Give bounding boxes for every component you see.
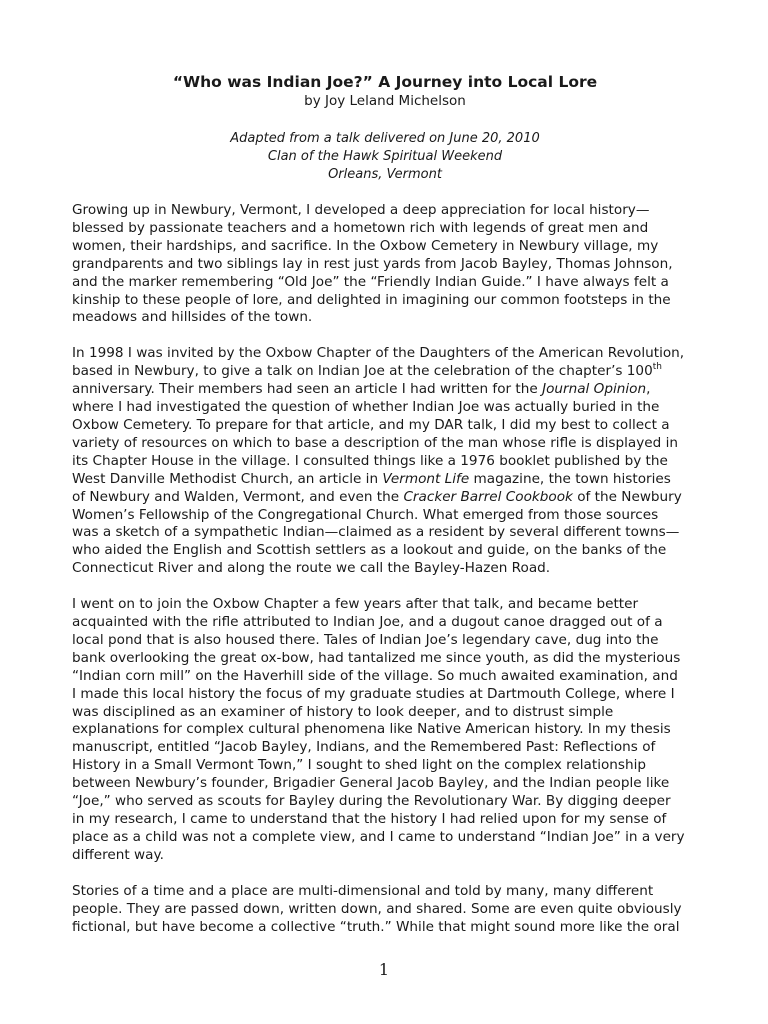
- text-line: West Danville Methodist Church, an article in Vermont Life magazine, the town histories: [72, 470, 671, 487]
- text-line: variety of resources on which to base a description of the man whose rifle is displayed in: [72, 434, 678, 451]
- paragraph: [72, 883, 698, 937]
- text-line: manuscript, entitled “Jacob Bayley, Indians, and the Remembered Past: Reflections of: [72, 739, 656, 756]
- text-line: kinship to these people of lore, and delighted in imagining our common footsteps in the: [72, 291, 671, 308]
- text-line: Women’s Fellowship of the Congregational Church. What emerged from those sources: [72, 506, 659, 523]
- text-line: Growing up in Newbury, Vermont, I developed a deep appreciation for local history—: [72, 202, 650, 218]
- text-line: local pond that is also housed there. Tales of Indian Joe’s legendary cave, dug into the: [72, 631, 659, 648]
- text-line: and the marker remembering “Old Joe” the “Friendly Indian Guide.” I have always felt a: [72, 273, 669, 290]
- text-line: “Indian corn mill” on the Haverhill side of the village. So much awaited examination, and: [72, 667, 678, 684]
- text-line: people. They are passed down, written down, and shared. Some are even quite obviously: [72, 900, 682, 917]
- page-number: 1: [378, 960, 390, 979]
- text-line: where I had investigated the question of whether Indian Joe was actually buried in the: [72, 399, 660, 416]
- text-line: of Newbury and Walden, Vermont, and even the Cracker Barrel Cookbook of the Newbury: [72, 488, 682, 505]
- text-line: women, their hardships, and sacrifice. In the Oxbow Cemetery in Newbury village, my: [72, 237, 659, 254]
- document-page: [72, 72, 698, 954]
- author-byline: by Joy Leland Michelson: [304, 93, 466, 109]
- text-line: different way.: [72, 846, 164, 863]
- text-line: bank overlooking the great ox-bow, had tantalized me since youth, as did the mysterious: [72, 649, 681, 666]
- text-line: Stories of a time and a place are multi-dimensional and told by many, many different: [72, 882, 654, 899]
- document-title: “Who was Indian Joe?” A Journey into Local Lore: [172, 73, 598, 91]
- text-line: in my research, I came to understand that the history I had relied upon for my sense of: [72, 811, 667, 827]
- text-line: I made this local history the focus of my graduate studies at Dartmouth College, where I: [72, 685, 675, 702]
- text-line: was disciplined as an examiner of history to look deeper, and to distrust simple: [72, 703, 614, 720]
- text-line: between Newbury’s founder, Brigadier General Jacob Bayley, and the Indian people like: [72, 775, 670, 792]
- text-line: I went on to join the Oxbow Chapter a few years after that talk, and became better: [72, 596, 639, 613]
- text-line: its Chapter House in the village. I consulted things like a 1976 booklet published by the: [72, 452, 668, 469]
- text-line: In 1998 I was invited by the Oxbow Chapter of the Daughters of the American Revolution,: [72, 345, 685, 362]
- adaptation-note: [72, 130, 698, 184]
- adaptation-line: Adapted from a talk delivered on June 20, 2010: [230, 131, 540, 146]
- paragraph: [72, 202, 698, 327]
- text-line: Connecticut River and along the route we call the Bayley-Hazen Road.: [72, 560, 551, 577]
- text-line: anniversary. Their members had seen an article I had written for the Journal Opinion,: [72, 381, 651, 398]
- text-line: “Joe,” who served as scouts for Bayley during the Revolutionary War. By digging deeper: [72, 793, 671, 810]
- paragraph: [72, 596, 698, 865]
- text-line: blessed by passionate teachers and a hometown rich with legends of great men and: [72, 219, 649, 236]
- text-line: Oxbow Cemetery. To prepare for that article, and my DAR talk, I did my best to collect a: [72, 416, 670, 433]
- text-line: grandparents and two siblings lay in rest just yards from Jacob Bayley, Thomas Johnson,: [72, 255, 673, 272]
- text-line: meadows and hillsides of the town.: [72, 309, 313, 326]
- text-line: explanations for complex cultural phenomena like Native American history. In my thesis: [72, 721, 671, 738]
- document-body: [72, 202, 698, 936]
- text-line: History in a Small Vermont Town,” I sought to shed light on the complex relationship: [72, 757, 647, 774]
- text-line: based in Newbury, to give a talk on Indian Joe at the celebration of the chapter’s 100th: [72, 362, 662, 380]
- text-line: fictional, but have become a collective “truth.” While that might sound more like the oral: [72, 918, 680, 935]
- text-line: who aided the English and Scottish settlers as a lookout and guide, on the banks of the: [72, 542, 667, 559]
- text-line: place as a child was not a complete view, and I came to understand “Indian Joe” in a very: [72, 828, 685, 845]
- text-line: acquainted with the rifle attributed to Indian Joe, and a dugout canoe dragged out of a: [72, 614, 663, 631]
- text-line: was a sketch of a sympathetic Indian—claimed as a resident by several different towns—: [72, 524, 680, 541]
- event-line: Clan of the Hawk Spiritual Weekend: [267, 149, 503, 164]
- location-line: Orleans, Vermont: [328, 167, 442, 182]
- paragraph: [72, 345, 698, 578]
